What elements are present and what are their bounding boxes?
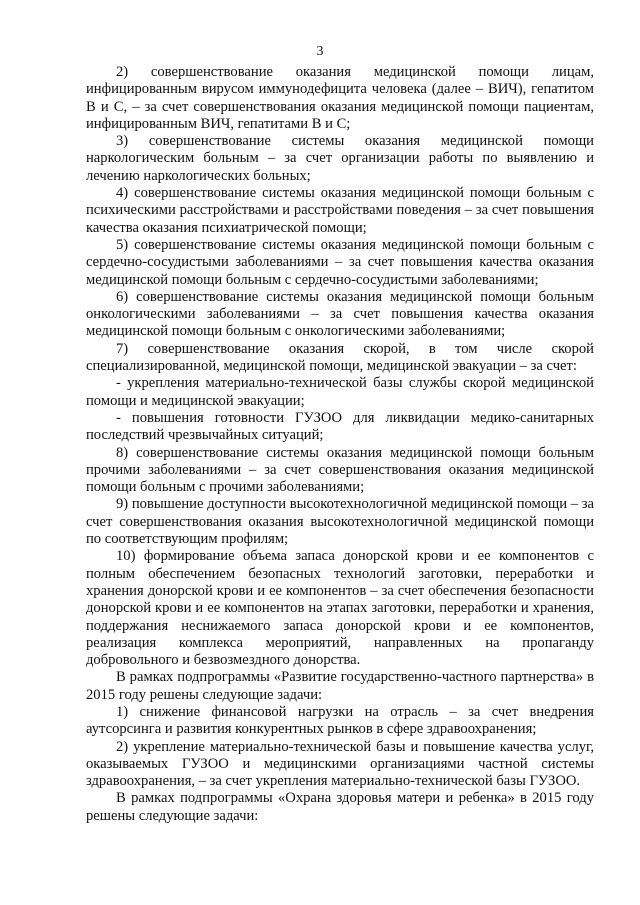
paragraph-task-10: 10) формирование объема запаса донорской крови и ее компонентов с полным обеспечением безопасных технологий заготовки, переработки и хранения донорской крови и ее компонентов – за счет обеспечения безопасности донорской крови и ее компонентов на этапах заготовки, переработки и хранения, поддержания неснижаемого запаса донорской крови и ее компонентов, реализация комплекса мероприятий, направленных на пропаганду добровольного и безвозмездного донорства. xyxy=(86,548,594,669)
paragraph-task-3: 3) совершенствование системы оказания медицинской помощи наркологическим больным – за счет организации работы по выявлению и лечению наркологических больных; xyxy=(86,133,594,184)
paragraph-task-2: 2) совершенствование оказания медицинской помощи лицам, инфицированным вирусом иммунодефицита человека (далее – ВИЧ), гепатитом В и С, – за счет совершенствования оказания медицинской помощи пациентам, инфицированным ВИЧ, гепатитами В и С; xyxy=(86,64,594,132)
paragraph-ppp-task-2: 2) укрепление материально-технической базы и повышение качества услуг, оказываемых ГУЗОО и медицинскими организациями частной системы здравоохранения, – за счет укрепления материально-технической базы ГУЗОО. xyxy=(86,738,594,790)
paragraph-ppp-intro: В рамках подпрограммы «Развитие государственно-частного партнерства» в 2015 году решены следующие задачи: xyxy=(86,669,594,703)
paragraph-maternal-intro: В рамках подпрограммы «Охрана здоровья матери и ребенка» в 2015 году решены следующие задачи: xyxy=(86,790,594,824)
paragraph-task-8: 8) совершенствование системы оказания медицинской помощи больным прочими заболеваниями – за счет совершенствования оказания медицинской помощи больным с прочими заболеваниями; xyxy=(86,444,594,496)
paragraph-task-9: 9) повышение доступности высокотехнологичной медицинской помощи – за счет совершенствования оказания высокотехнологичной медицинской помощи по соответствующим профилям; xyxy=(86,496,594,548)
paragraph-ppp-task-1: 1) снижение финансовой нагрузки на отрасль – за счет внедрения аутсорсинга и развития конкурентных рынков в сфере здравоохранения; xyxy=(86,703,594,738)
paragraph-task-4: 4) совершенствование системы оказания медицинской помощи больным с психическими расстройствами и расстройствами поведения – за счет повышения качества оказания психиатрической помощи; xyxy=(86,185,594,236)
document-body xyxy=(86,64,594,825)
paragraph-task-7-item-1: - укрепления материально-технической базы службы скорой медицинской помощи и медицинской эвакуации; xyxy=(86,375,594,409)
page-number: 3 xyxy=(316,44,324,59)
paragraph-task-5: 5) совершенствование системы оказания медицинской помощи больным с сердечно-сосудистыми заболеваниями – за счет повышения качества оказания медицинской помощи больным с сердечно-сосудистыми заболеваниями; xyxy=(86,236,594,288)
paragraph-task-7: 7) совершенствование оказания скорой, в том числе скорой специализированной, медицинской помощи, медицинской эвакуации – за счет: xyxy=(86,340,594,375)
paragraph-task-6: 6) совершенствование системы оказания медицинской помощи больным онкологическими заболеваниями – за счет повышения качества оказания медицинской помощи больным с онкологическими заболеваниями; xyxy=(86,288,594,340)
paragraph-task-7-item-2: - повышения готовности ГУЗОО для ликвидации медико-санитарных последствий чрезвычайных ситуаций; xyxy=(86,409,594,444)
